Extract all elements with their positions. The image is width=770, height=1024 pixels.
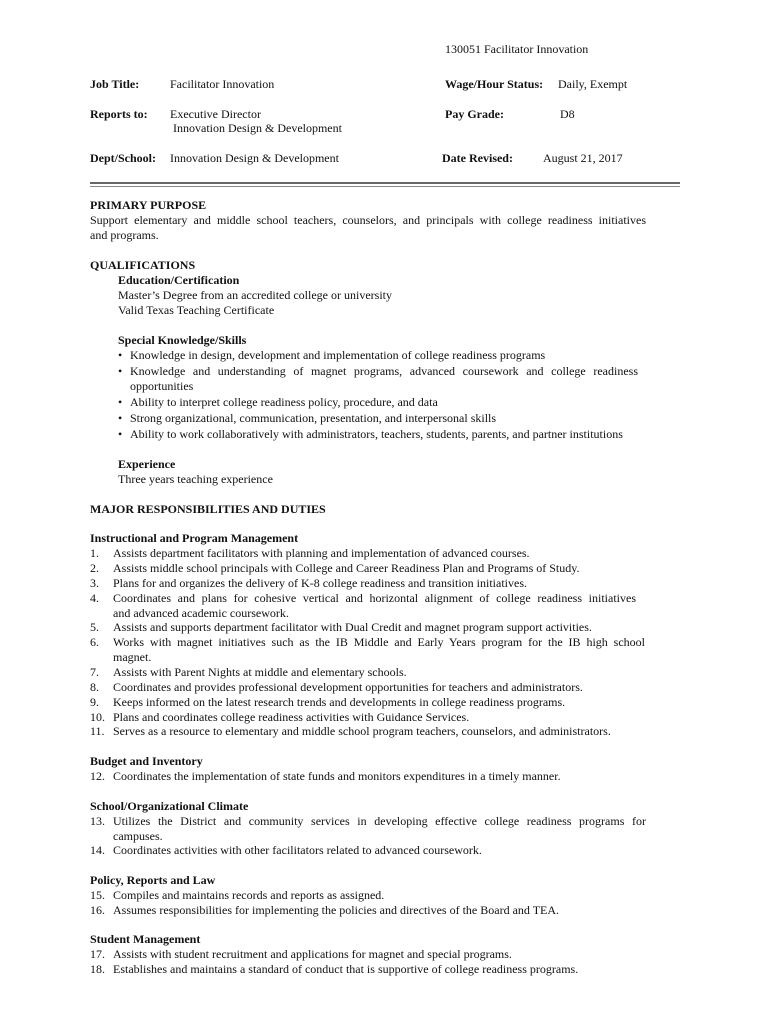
primary-purpose-text-cont: and programs. <box>90 228 159 242</box>
duty-item: 8. Coordinates and provides professional development opportunities for teachers and administrators. <box>90 680 583 694</box>
skills-heading: Special Knowledge/Skills <box>118 333 247 347</box>
section-heading: Policy, Reports and Law <box>90 873 216 887</box>
section-heading: Instructional and Program Management <box>90 531 299 545</box>
duty-item: 4. Coordinates and plans for cohesive vertical and horizontal alignment of college readiness initiatives <box>90 591 636 605</box>
wage-status-label: Wage/Hour Status: <box>445 77 544 91</box>
experience-item: Three years teaching experience <box>118 472 273 486</box>
skill-item-cont: opportunities <box>130 379 194 393</box>
duty-item: 3. Plans for and organizes the delivery of K-8 college readiness and transition initiatives. <box>90 576 527 590</box>
skill-item: • Ability to interpret college readiness policy, procedure, and data <box>118 395 438 409</box>
education-heading: Education/Certification <box>118 273 240 287</box>
duty-item: 18. Establishes and maintains a standard of conduct that is supportive of college readiness programs. <box>90 962 579 976</box>
duty-item: 13. Utilizes the District and community services in developing effective college readiness programs for <box>90 814 646 828</box>
primary-purpose-heading: PRIMARY PURPOSE <box>90 198 207 212</box>
experience-heading: Experience <box>118 457 176 471</box>
dept-school-value: Innovation Design & Development <box>170 151 339 165</box>
reports-to-label: Reports to: <box>90 107 148 121</box>
duty-item: 15. Compiles and maintains records and reports as assigned. <box>90 888 385 902</box>
job-title-value: Facilitator Innovation <box>170 77 275 91</box>
reports-to-dept: Innovation Design & Development <box>173 121 342 135</box>
duty-item: 12. Coordinates the implementation of state funds and monitors expenditures in a timely manner. <box>90 769 561 783</box>
duty-item: 17. Assists with student recruitment and applications for magnet and special programs. <box>90 947 512 961</box>
duty-item: 5. Assists and supports department facilitator with Dual Credit and magnet program support activities. <box>90 620 592 634</box>
primary-purpose-text: Support elementary and middle school teachers, counselors, and principals with college readiness initiatives <box>90 213 646 227</box>
duty-item-cont: campuses. <box>113 829 163 843</box>
duty-item: 16. Assumes responsibilities for implementing the policies and directives of the Board and TEA. <box>90 903 560 917</box>
duty-item: 14. Coordinates activities with other facilitators related to advanced coursework. <box>90 843 482 857</box>
skill-item: • Knowledge in design, development and implementation of college readiness programs <box>118 348 546 362</box>
section-heading: School/Organizational Climate <box>90 799 249 813</box>
header-divider-thin <box>90 186 680 187</box>
pay-grade-label: Pay Grade: <box>445 107 504 121</box>
skill-item: • Strong organizational, communication, presentation, and interpersonal skills <box>118 411 497 425</box>
duties-heading: MAJOR RESPONSIBILITIES AND DUTIES <box>90 502 326 516</box>
document-id: 130051 Facilitator Innovation <box>445 42 589 56</box>
bullet-icon: • <box>118 348 123 362</box>
duty-item-cont: magnet. <box>113 650 152 664</box>
education-item: Valid Texas Teaching Certificate <box>118 303 275 317</box>
duty-item: 9. Keeps informed on the latest research trends and developments in college readiness programs. <box>90 695 566 709</box>
duty-item: 11. Serves as a resource to elementary and middle school program teachers, counselors, and administrators. <box>90 724 611 738</box>
section-heading: Student Management <box>90 932 201 946</box>
skill-item: • Knowledge and understanding of magnet programs, advanced coursework and college readiness <box>118 364 638 378</box>
date-revised-value: August 21, 2017 <box>543 151 623 165</box>
wage-status-value: Daily, Exempt <box>558 77 628 91</box>
qualifications-heading: QUALIFICATIONS <box>90 258 196 272</box>
skill-item: • Ability to work collaboratively with administrators, teachers, students, parents, and partner institutions <box>118 427 623 441</box>
date-revised-label: Date Revised: <box>442 151 513 165</box>
bullet-icon: • <box>118 364 123 378</box>
section-heading: Budget and Inventory <box>90 754 203 768</box>
pay-grade-value: D8 <box>560 107 575 121</box>
dept-school-label: Dept/School: <box>90 151 156 165</box>
reports-to-value: Executive Director <box>170 107 261 121</box>
duty-item: 6. Works with magnet initiatives such as the IB Middle and Early Years program for the IB high school <box>90 635 645 649</box>
bullet-icon: • <box>118 427 123 441</box>
duty-item: 10. Plans and coordinates college readiness activities with Guidance Services. <box>90 710 470 724</box>
bullet-icon: • <box>118 411 123 425</box>
education-item: Master’s Degree from an accredited college or university <box>118 288 392 302</box>
duty-item: 2. Assists middle school principals with College and Career Readiness Plan and Programs of Study. <box>90 561 580 575</box>
job-title-label: Job Title: <box>90 77 140 91</box>
duty-item: 7. Assists with Parent Nights at middle and elementary schools. <box>90 665 407 679</box>
header-divider <box>90 182 680 184</box>
duty-item: 1. Assists department facilitators with planning and implementation of advanced courses. <box>90 546 530 560</box>
duty-item-cont: and advanced academic coursework. <box>113 606 289 620</box>
bullet-icon: • <box>118 395 123 409</box>
